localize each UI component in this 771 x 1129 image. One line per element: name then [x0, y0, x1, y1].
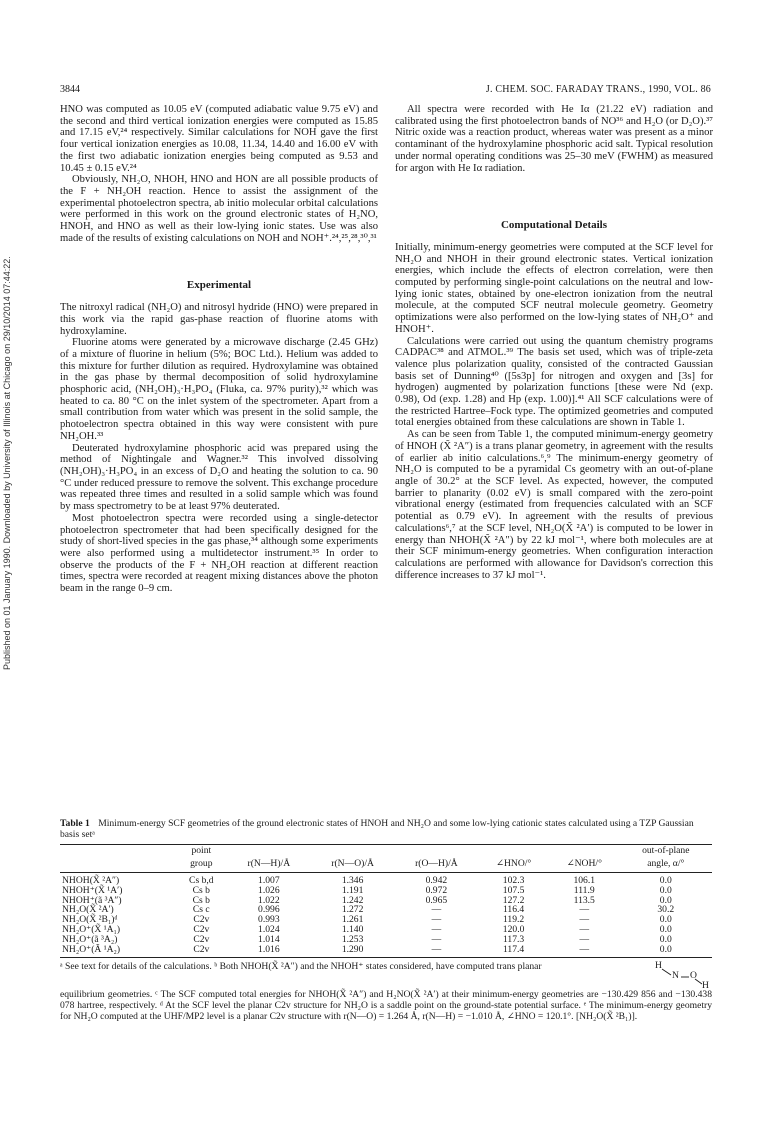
table-cell-r-no: 1.346	[341, 875, 364, 886]
table-cell-noh: —	[549, 945, 620, 958]
table-row	[60, 886, 712, 896]
table-cell-r-no: 1.261	[341, 914, 364, 926]
table-cell-noh: —	[579, 923, 590, 935]
journal-header: J. CHEM. SOC. FARADAY TRANS., 1990, VOL. 86	[485, 84, 711, 95]
table-cell-oop: 0.0	[620, 945, 712, 958]
table-section	[60, 818, 712, 1022]
table-cell-hno: 107.5	[502, 884, 525, 896]
table-cell-hno: 120.0	[502, 923, 525, 935]
trans-structure-diagram	[652, 962, 712, 990]
table-cell-noh: —	[579, 933, 590, 945]
computational-heading: Computational Details	[500, 219, 608, 232]
table-cell-pg: C2v	[193, 914, 210, 926]
table-cell-state: NH₂O(X̃ ²A′)	[62, 904, 114, 916]
table-row	[60, 945, 712, 958]
table-cell-noh: 113.5	[573, 894, 595, 906]
header-point-group-2: group	[176, 858, 227, 873]
table-caption	[60, 818, 712, 840]
header-r-nh: r(N—H)/Å	[227, 858, 311, 873]
table-cell-r-oh: 0.942	[425, 875, 448, 886]
table-row	[60, 873, 712, 886]
structure-n: N	[672, 970, 679, 982]
table-cell-pg: Cs c	[192, 904, 210, 916]
table-cell-hno: 117.4	[478, 945, 549, 958]
header-oop-1: out-of-plane	[620, 845, 712, 858]
structure-h2: H	[702, 980, 709, 992]
table-cell-state: NHOH⁺(X̃ ¹A′)	[62, 884, 123, 896]
header-r-no: r(N—O)/Å	[311, 858, 395, 873]
table-cell-state: NHOH(X̃ ²A″)	[62, 875, 120, 886]
table-cell-pg: C2v	[193, 923, 210, 935]
table-cell-pg: C2v	[176, 945, 227, 958]
table-cell-r-oh: —	[431, 933, 442, 945]
table-cell-state: NH₂O⁺(ã ³A₂)	[62, 933, 118, 945]
table-cell-r-oh: 0.965	[425, 894, 448, 906]
header-oop-2: angle, α/°	[620, 858, 712, 873]
table-cell-hno: 127.2	[502, 894, 525, 906]
table-cell-r-nh: 1.016	[227, 945, 311, 958]
footnote-rest: equilibrium geometries. ᶜ The SCF computed total energies for NHOH(X̃ ²A″) and H₂NO(X̃ ²A′) at their minimum-energy geometries are −130.429 856 and −130.438 078 hartree, respectively. ᵈ At the SCF level the planar C2v structure for NH₂O is a saddle point on the ground-state potential surface. ᵉ The minimum-energy geometry for NH₂O computed at the UHF/MP2 level is a planar C2v structure with r(N—O) = 1.264 Å, r(N—H) = −1.010 Å, ∠HNO = 120.1°. [NH₂O(X̃ ²B₁)].	[60, 989, 712, 1022]
table-cell-r-nh: 1.007	[258, 875, 280, 886]
table-cell-hno: 117.3	[502, 933, 525, 945]
table-cell-pg: Cs b,d	[189, 875, 214, 886]
download-watermark	[0, 150, 18, 670]
table-cell-r-no: 1.191	[341, 884, 364, 896]
header-state	[60, 845, 176, 858]
table-cell-r-nh: 1.022	[258, 894, 280, 906]
table-cell-r-nh: 0.993	[258, 914, 280, 926]
experimental-heading: Experimental	[186, 279, 252, 292]
table-cell-pg: Cs b	[192, 884, 210, 896]
table-cell-state: NH₂O(X̃ ²B₁)ᵈ	[62, 914, 118, 926]
table-cell-r-oh: —	[431, 904, 442, 916]
table-cell-hno: 119.2	[502, 914, 525, 926]
table-cell-r-no: 1.140	[341, 923, 364, 935]
table-cell-state: NHOH⁺(ã ³A″)	[62, 894, 122, 906]
table-cell-r-oh: 0.972	[425, 884, 448, 896]
table-cell-oop: 0.0	[659, 933, 672, 945]
table-cell-r-nh: 1.024	[258, 923, 280, 935]
table-cell-hno: 116.4	[502, 904, 525, 916]
table-cell-oop: 30.2	[657, 904, 675, 916]
table-cell-noh: 111.9	[573, 884, 595, 896]
table-row	[60, 896, 712, 906]
table-cell-oop: 0.0	[659, 884, 672, 896]
intro-paragraph-2: Obviously, NH₂O, NHOH, HNO and HON are all possible products of the F + NH₂OH reaction. Hence to assist the assignment of the experimental photoelectron spectra, ab initio molecular orbital calculations were performed in this work on the ground electronic states of H₂NO, HNOH, and HNO as well as their low-lying ionic states. Use was also made of the results of existing calculations on NOH and NOH⁺.²⁴,²⁵,²⁸,³⁰,³¹	[60, 174, 378, 244]
table-cell-r-nh: 0.996	[258, 904, 280, 916]
geometry-table	[60, 844, 712, 958]
table-cell-r-oh: —	[395, 945, 479, 958]
spectra-paragraph: All spectra were recorded with He Iα (21.22 eV) radiation and calibrated using the first photoelectron bands of NO³⁶ and H₂O (or D₂O).³⁷ Nitric oxide was a reaction product, whereas water was present as a minor contaminant of the hydroxylamine phosphoric acid salt. Typical resolution under normal operating conditions was 25–30 meV (FWHM) as measured for argon with He Iα radiation.	[395, 104, 713, 174]
table-cell-state: NH₂O⁺(X̃ ¹A₁)	[62, 923, 121, 935]
table-cell-r-no: 1.290	[311, 945, 395, 958]
experimental-paragraph-1: The nitroxyl radical (NH₂O) and nitrosyl hydride (HNO) were prepared in this work via the rapid gas-phase reaction of fluorine atoms with hydroxylamine.	[60, 302, 378, 337]
table-cell-oop: 0.0	[659, 914, 672, 926]
table-row	[60, 905, 712, 915]
structure-o: O	[690, 970, 697, 982]
table-cell-r-no: 1.272	[341, 904, 364, 916]
table-cell-r-oh: —	[431, 923, 442, 935]
experimental-paragraph-4: Most photoelectron spectra were recorded using a single-detector photoelectron spectrometer that had been specifically designed for the study of short-lived species in the gas phase,³⁴ although some experiments were also performed using a multidetector instrument.³⁵ In order to observe the products of the F + NH₂OH reaction at different reaction times, spectra were recorded at reagent mixing distances above the photon beam in the range 0–9 cm.	[60, 512, 378, 595]
table-cell-r-no: 1.253	[341, 933, 364, 945]
page-number: 3844	[60, 84, 80, 95]
table-cell-noh: 106.1	[573, 875, 596, 886]
table-cell-oop: 0.0	[659, 894, 672, 906]
table-row	[60, 935, 712, 945]
download-watermark-text: Published on 01 January 1990. Downloaded by University of Illinois at Chicago on 29/10/2014 07:44:22.	[2, 256, 12, 670]
intro-paragraph-1: HNO was computed as 10.05 eV (computed adiabatic value 9.75 eV) and the second and third vertical ionization energies were computed as 15.85 and 17.15 eV,²⁴ respectively. Similar calculations for NOH gave the first four vertical ionization energies as 10.08, 11.34, 14.40 and 16.00 eV with the first two adiabatic ionization energies being computed as 9.53 and 10.45 ± 0.15 eV.²⁴	[60, 104, 378, 174]
computational-paragraph-3: As can be seen from Table 1, the computed minimum-energy geometry of HNOH (X̃ ²A″) is a trans planar geometry, in agreement with the results of earlier ab initio calculations.⁶,⁹ The minimum-energy geometry of NH₂O is computed to be a pyramidal Cs geometry with an out-of-plane angle of 30.2° at the SCF level. As expected, however, the computed barrier to planarity (0.02 eV) is small compared with the zero-point vibrational energy (estimated from frequencies calculated with an SCF potential as 0.79 eV). In agreement with the results of previous calculations⁶,⁷ at the SCF level, NH₂O(X̃ ²A′) is computed to be lower in energy than NHOH(X̃ ²A″) by 22 kJ mol⁻¹, where both molecules are at their SCF minimum-energy geometries. When configuration interaction calculations are performed with allowance for Davidson's correction this difference increases to 37 kJ mol⁻¹.	[395, 429, 713, 581]
left-column	[60, 104, 378, 595]
table-row	[60, 925, 712, 935]
header-point-group-1: point	[176, 845, 227, 858]
experimental-paragraph-2: Fluorine atoms were generated by a microwave discharge (2.45 GHz) of a mixture of fluorine in helium (5%; BOC Ltd.). Helium was added to this mixture for further dilution as required. Hydroxylamine was obtained in the gas phase by thermal decomposition of solid hydroxylamine phosphoric acid, (NH₂OH)₃·H₃PO₄ (Fluka, ca. 97% purity),³² which was heated to ca. 80 °C on the inlet system of the spectrometer. Apart from a small contribution from water which was present in the solid sample, the photoelectron spectra obtained in this way were consistent with pure NH₂OH.³³	[60, 337, 378, 442]
table-footnotes	[60, 962, 712, 1022]
experimental-paragraph-3: Deuterated hydroxylamine phosphoric acid was prepared using the method of Nightingale and Wagner.³² This involved dissolving (NH₂OH)₃·H₃PO₄ in an excess of D₂O and heating the solution to ca. 90 °C under reduced pressure to remove the solvent. This exchange procedure was repeated three times and resulted in a solid sample which was found by mass spectrometry to be at least 97% deuterated.	[60, 442, 378, 513]
table-cell-hno: 102.3	[502, 875, 525, 886]
table-cell-r-nh: 1.014	[258, 933, 280, 945]
table-cell-state: NH₂O⁺(Ã ¹A₂)	[60, 945, 176, 958]
header-hno: ∠HNO/°	[478, 858, 549, 873]
table-cell-oop: 0.0	[659, 875, 672, 886]
table-cell-r-nh: 1.026	[258, 884, 280, 896]
table-caption-text: Minimum-energy SCF geometries of the ground electronic states of HNOH and NH₂O and some low-lying cationic states calculated using a TZP Gaussian basis setᵃ	[60, 818, 694, 840]
structure-h1: H	[655, 960, 662, 972]
header-noh: ∠NOH/°	[549, 858, 620, 873]
table-cell-pg: C2v	[193, 933, 210, 945]
table-cell-noh: —	[579, 914, 590, 926]
table-cell-r-oh: —	[431, 914, 442, 926]
table-cell-pg: Cs b	[192, 894, 210, 906]
header-r-oh: r(O—H)/Å	[395, 858, 479, 873]
table-caption-label: Table 1	[60, 818, 90, 829]
right-column	[395, 104, 713, 581]
computational-paragraph-1: Initially, minimum-energy geometries were computed at the SCF level for NH₂O and NHOH in their ground electronic states. Vertical ionization energies, which include the effects of electron correlation, were then computed by performing single-point calculations on the neutral and low-lying ionic states, obtained by one-electron ionization from the neutral molecule, at the computed SCF neutral molecule geometry. Geometry optimizations were also performed on the low-lying states of NH₂O⁺ and HNOH⁺.	[395, 241, 713, 335]
footnote-a: ᵃ See text for details of the calculations. ᵇ Both NHOH(X̃ ²A″) and the NHOH⁺ states considered, have computed trans planar	[60, 961, 542, 973]
table-cell-r-no: 1.242	[341, 894, 364, 906]
table-cell-noh: —	[579, 904, 590, 916]
table-row	[60, 915, 712, 925]
table-cell-oop: 0.0	[659, 923, 672, 935]
computational-paragraph-2: Calculations were carried out using the quantum chemistry programs CADPAC³⁸ and ATMOL.³⁹ The basis set used, which was of triple-zeta valence plus polarization quality, consisted of the contracted Gaussian basis set of Dunning⁴⁰ ([5s3p] for nitrogen and oxygen and [3s] for hydrogen) augmented by polarization functions [these were Nd (exp. 0.98), Od (exp. 1.28) and Hp (exp. 1.00)].⁴¹ All SCF calculations were of the restricted Hartree–Fock type. The optimized geometries and computed total energies obtained from these calculations are shown in Table 1.	[395, 335, 713, 429]
